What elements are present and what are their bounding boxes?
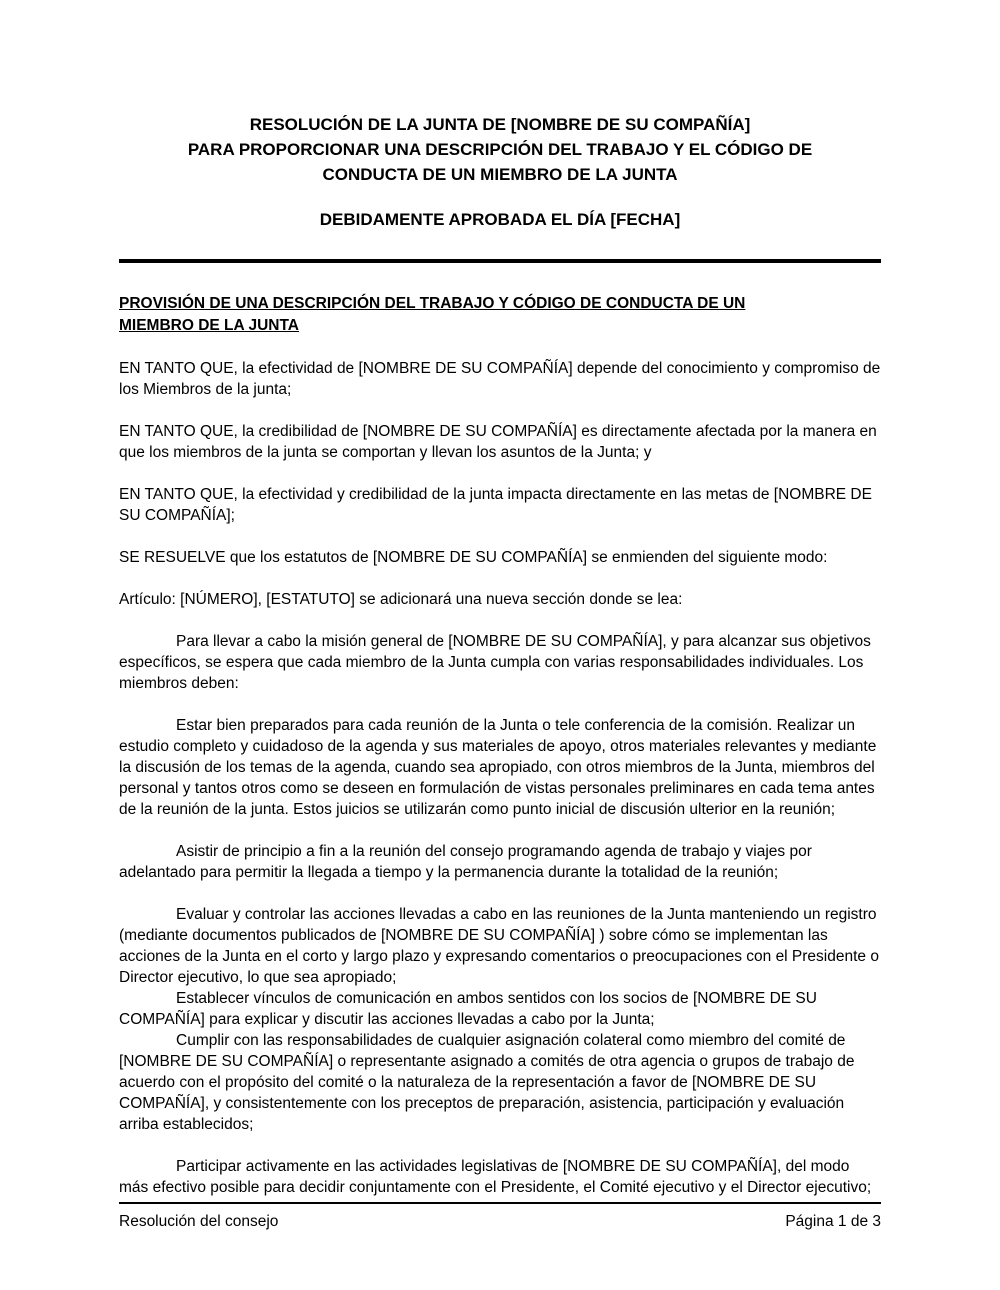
paragraph-whereas-1: EN TANTO QUE, la efectividad de [NOMBRE DE SU COMPAÑÍA] depende del conocimiento y compromiso de los Miembros de la junta; xyxy=(119,360,881,398)
paragraph-duty-committee: Cumplir con las responsabilidades de cualquier asignación colateral como miembro del comité de [NOMBRE DE SU COMPAÑÍA] o representante asignado a comités de otra agencia o grupos de trabajo de acuerdo con el propósito del comité o la naturaleza de la representación a favor de [NOMBRE DE SU COMPAÑÍA], y consistentemente con los preceptos de preparación, asistencia, participación y evaluación arriba establecidos; xyxy=(119,1032,855,1133)
heading-line-2: MIEMBRO DE LA JUNTA xyxy=(119,317,299,334)
footer-page-number: Página 1 de 3 xyxy=(785,1213,881,1230)
paragraph-article: Artículo: [NÚMERO], [ESTATUTO] se adicionará una nueva sección donde se lea: xyxy=(119,591,683,608)
footer-document-name: Resolución del consejo xyxy=(119,1213,279,1230)
paragraph-duty-legislative: Participar activamente en las actividades legislativas de [NOMBRE DE SU COMPAÑÍA], del modo más efectivo posible para decidir conjuntamente con el Presidente, el Comité ejecutivo y el Director ejecutivo; xyxy=(119,1158,872,1196)
footer-divider xyxy=(119,1202,881,1204)
section-heading xyxy=(119,293,881,337)
title-line-1: RESOLUCIÓN DE LA JUNTA DE [NOMBRE DE SU COMPAÑÍA] xyxy=(249,115,751,134)
title-line-2: PARA PROPORCIONAR UNA DESCRIPCIÓN DEL TRABAJO Y EL CÓDIGO DE xyxy=(187,140,813,159)
paragraph-resolved: SE RESUELVE que los estatutos de [NOMBRE DE SU COMPAÑÍA] se enmienden del siguiente modo: xyxy=(119,549,828,566)
paragraph-duty-communicate: Establecer vínculos de comunicación en ambos sentidos con los socios de [NOMBRE DE SU COMPAÑÍA] para explicar y discutir las acciones llevadas a cabo por la Junta; xyxy=(119,990,817,1028)
page-footer xyxy=(119,1202,881,1232)
document-title xyxy=(119,112,881,187)
paragraph-duty-evaluate: Evaluar y controlar las acciones llevadas a cabo en las reuniones de la Junta manteniendo un registro (mediante documentos publicados de [NOMBRE DE SU COMPAÑÍA] ) sobre cómo se implementan las acciones de la Junta en el corto y largo plazo y expresando comentarios o preocupaciones con el Presidente o Director ejecutivo, lo que sea apropiado; xyxy=(119,906,879,986)
paragraph-whereas-3: EN TANTO QUE, la efectividad y credibilidad de la junta impacta directamente en las metas de [NOMBRE DE SU COMPAÑÍA]; xyxy=(119,486,872,524)
paragraph-duty-prepare: Estar bien preparados para cada reunión de la Junta o tele conferencia de la comisión. Realizar un estudio completo y cuidadoso de la agenda y sus materiales de apoyo, otros materiales relevantes y mediante la discusión de los temas de la agenda, cuando sea apropiado, con otros miembros de la Junta, miembros del personal y tantos otros como se deseen en formulación de vistas personales preliminares en cada tema antes de la reunión de la junta. Estos juicios se utilizarán como punto inicial de discusión ulterior en la reunión; xyxy=(119,717,877,818)
footer-row xyxy=(119,1211,881,1232)
title-line-3: CONDUCTA DE UN MIEMBRO DE LA JUNTA xyxy=(322,165,678,184)
title-divider xyxy=(119,259,881,263)
document-subtitle: DEBIDAMENTE APROBADA EL DÍA [FECHA] xyxy=(319,210,681,229)
paragraph-duty-attend: Asistir de principio a fin a la reunión del consejo programando agenda de trabajo y viajes por adelantado para permitir la llegada a tiempo y la permanencia durante la totalidad de la reunión; xyxy=(119,843,812,881)
paragraph-whereas-2: EN TANTO QUE, la credibilidad de [NOMBRE DE SU COMPAÑÍA] es directamente afectada por la manera en que los miembros de la junta se comportan y llevan los asuntos de la Junta; y xyxy=(119,423,877,461)
heading-line-1: PROVISIÓN DE UNA DESCRIPCIÓN DEL TRABAJO Y CÓDIGO DE CONDUCTA DE UN xyxy=(119,295,746,312)
paragraph-mission: Para llevar a cabo la misión general de [NOMBRE DE SU COMPAÑÍA], y para alcanzar sus objetivos específicos, se espera que cada miembro de la Junta cumpla con varias responsabilidades individuales. Los miembros deben: xyxy=(119,633,871,692)
